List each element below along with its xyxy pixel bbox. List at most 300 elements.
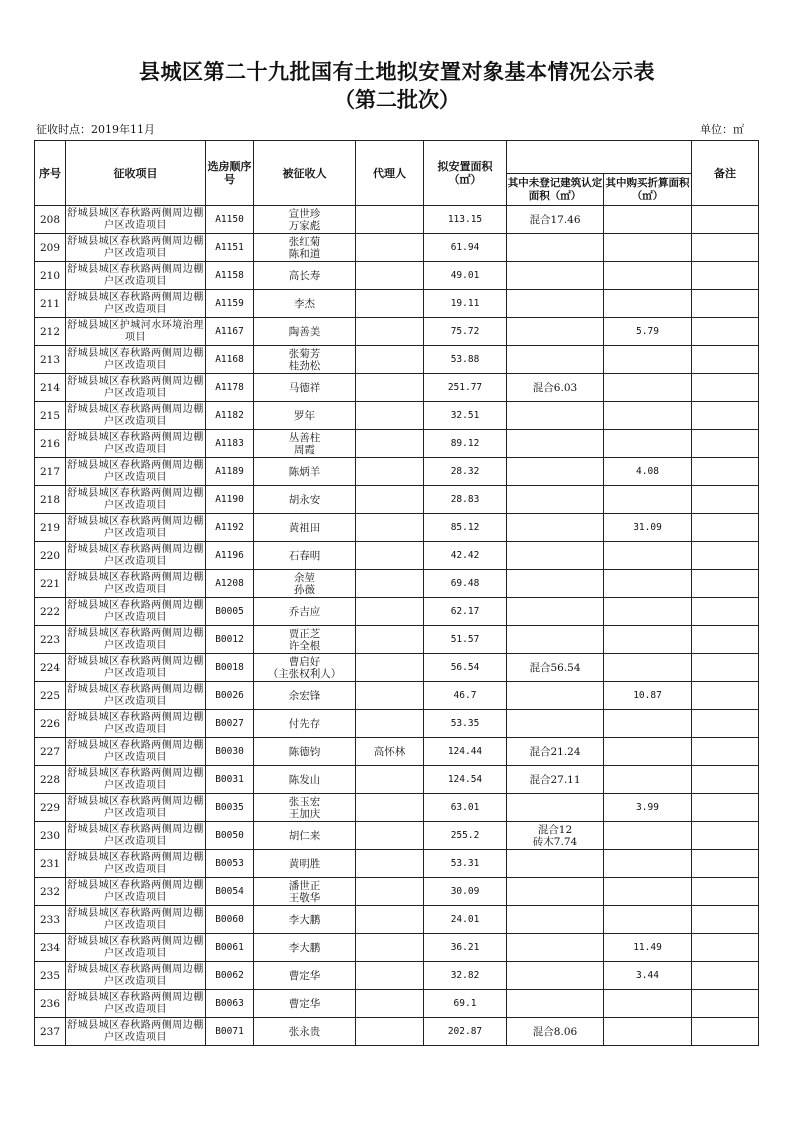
owner-cell: 李大鹏: [254, 934, 356, 962]
area-cell: 49.01: [424, 262, 507, 290]
seq-cell: 227: [35, 738, 66, 766]
area-cell: 51.57: [424, 626, 507, 654]
remark-cell: [692, 402, 759, 430]
unregistered-area-cell: 混合21.24: [507, 738, 604, 766]
area-cell: 75.72: [424, 318, 507, 346]
purchase-area-cell: [604, 598, 692, 626]
owner-cell: 张菊芳 桂劲松: [254, 346, 356, 374]
purchase-area-cell: [604, 822, 692, 850]
project-cell: 舒城县城区春秋路两侧周边棚户区改造项目: [66, 514, 206, 542]
owner-cell: 余宏锋: [254, 682, 356, 710]
unregistered-area-cell: [507, 570, 604, 598]
area-cell: 124.44: [424, 738, 507, 766]
code-cell: B0018: [206, 654, 254, 682]
remark-cell: [692, 318, 759, 346]
table-row: [35, 850, 759, 878]
table-row: [35, 990, 759, 1018]
area-cell: 28.83: [424, 486, 507, 514]
table-row: [35, 906, 759, 934]
seq-cell: 223: [35, 626, 66, 654]
remark-cell: [692, 570, 759, 598]
remark-cell: [692, 962, 759, 990]
header-seq: 序号: [35, 141, 66, 206]
unregistered-area-cell: [507, 794, 604, 822]
owner-cell: 丛善柱 周霞: [254, 430, 356, 458]
seq-cell: 217: [35, 458, 66, 486]
remark-cell: [692, 990, 759, 1018]
project-cell: 舒城县城区春秋路两侧周边棚户区改造项目: [66, 766, 206, 794]
area-cell: 19.11: [424, 290, 507, 318]
agent-cell: [356, 990, 424, 1018]
seq-cell: 219: [35, 514, 66, 542]
seq-cell: 216: [35, 430, 66, 458]
remark-cell: [692, 206, 759, 234]
purchase-area-cell: [604, 1018, 692, 1046]
purchase-area-cell: [604, 402, 692, 430]
area-cell: 53.35: [424, 710, 507, 738]
table-row: [35, 402, 759, 430]
agent-cell: [356, 598, 424, 626]
code-cell: A1167: [206, 318, 254, 346]
table-row: [35, 794, 759, 822]
unregistered-area-cell: 混合17.46: [507, 206, 604, 234]
purchase-area-cell: [604, 374, 692, 402]
area-cell: 32.82: [424, 962, 507, 990]
table-row: [35, 318, 759, 346]
agent-cell: [356, 710, 424, 738]
header-purchase-area: 其中购买折算面积（㎡）: [604, 174, 692, 206]
remark-cell: [692, 262, 759, 290]
seq-cell: 229: [35, 794, 66, 822]
project-cell: 舒城县城区春秋路两侧周边棚户区改造项目: [66, 654, 206, 682]
remark-cell: [692, 794, 759, 822]
project-cell: 舒城县城区春秋路两侧周边棚户区改造项目: [66, 234, 206, 262]
owner-cell: 黄祖田: [254, 514, 356, 542]
owner-cell: 陈炳羊: [254, 458, 356, 486]
owner-cell: 曹定华: [254, 990, 356, 1018]
purchase-area-cell: [604, 290, 692, 318]
owner-cell: 石春明: [254, 542, 356, 570]
agent-cell: [356, 1018, 424, 1046]
project-cell: 舒城县城区春秋路两侧周边棚户区改造项目: [66, 822, 206, 850]
project-cell: 舒城县城区春秋路两侧周边棚户区改造项目: [66, 990, 206, 1018]
purchase-area-cell: [604, 850, 692, 878]
purchase-area-cell: 4.08: [604, 458, 692, 486]
project-cell: 舒城县城区春秋路两侧周边棚户区改造项目: [66, 290, 206, 318]
seq-cell: 232: [35, 878, 66, 906]
seq-cell: 230: [35, 822, 66, 850]
agent-cell: [356, 766, 424, 794]
owner-cell: 高长寿: [254, 262, 356, 290]
seq-cell: 235: [35, 962, 66, 990]
purchase-area-cell: 31.09: [604, 514, 692, 542]
code-cell: B0054: [206, 878, 254, 906]
purchase-area-cell: [604, 346, 692, 374]
unregistered-area-cell: [507, 430, 604, 458]
owner-cell: 曹定华: [254, 962, 356, 990]
owner-cell: 陈德钧: [254, 738, 356, 766]
unregistered-area-cell: [507, 234, 604, 262]
seq-cell: 225: [35, 682, 66, 710]
purchase-area-cell: [604, 430, 692, 458]
remark-cell: [692, 1018, 759, 1046]
remark-cell: [692, 710, 759, 738]
table-row: [35, 458, 759, 486]
unregistered-area-cell: [507, 346, 604, 374]
unregistered-area-cell: [507, 934, 604, 962]
header-remark: 备注: [692, 141, 759, 206]
unregistered-area-cell: 混合12 砖木7.74: [507, 822, 604, 850]
unregistered-area-cell: [507, 290, 604, 318]
unregistered-area-cell: 混合27.11: [507, 766, 604, 794]
area-cell: 32.51: [424, 402, 507, 430]
remark-cell: [692, 934, 759, 962]
purchase-area-cell: [604, 206, 692, 234]
owner-cell: 胡永安: [254, 486, 356, 514]
purchase-area-cell: [604, 262, 692, 290]
project-cell: 舒城县城区春秋路两侧周边棚户区改造项目: [66, 374, 206, 402]
header-code: 选房顺序号: [206, 141, 254, 206]
seq-cell: 231: [35, 850, 66, 878]
purchase-area-cell: 11.49: [604, 934, 692, 962]
project-cell: 舒城县城区春秋路两侧周边棚户区改造项目: [66, 738, 206, 766]
agent-cell: [356, 262, 424, 290]
unregistered-area-cell: 混合6.03: [507, 374, 604, 402]
owner-cell: 宣世珍 万家彪: [254, 206, 356, 234]
table-row: [35, 542, 759, 570]
table-row: [35, 822, 759, 850]
purchase-area-cell: [604, 486, 692, 514]
code-cell: B0031: [206, 766, 254, 794]
code-cell: A1183: [206, 430, 254, 458]
unregistered-area-cell: [507, 458, 604, 486]
area-cell: 30.09: [424, 878, 507, 906]
table-row: [35, 710, 759, 738]
table-row: [35, 682, 759, 710]
remark-cell: [692, 290, 759, 318]
seq-cell: 208: [35, 206, 66, 234]
code-cell: A1189: [206, 458, 254, 486]
area-cell: 36.21: [424, 934, 507, 962]
code-cell: B0012: [206, 626, 254, 654]
owner-cell: 贾正芝 许全根: [254, 626, 356, 654]
purchase-area-cell: [604, 710, 692, 738]
agent-cell: [356, 934, 424, 962]
agent-cell: [356, 626, 424, 654]
project-cell: 舒城县城区春秋路两侧周边棚户区改造项目: [66, 262, 206, 290]
unregistered-area-cell: [507, 318, 604, 346]
purchase-area-cell: [604, 738, 692, 766]
code-cell: A1196: [206, 542, 254, 570]
table-row: [35, 514, 759, 542]
unregistered-area-cell: [507, 962, 604, 990]
area-cell: 53.88: [424, 346, 507, 374]
table-row: [35, 234, 759, 262]
agent-cell: [356, 962, 424, 990]
remark-cell: [692, 878, 759, 906]
remark-cell: [692, 626, 759, 654]
project-cell: 舒城县城区春秋路两侧周边棚户区改造项目: [66, 206, 206, 234]
purchase-area-cell: [604, 234, 692, 262]
seq-cell: 215: [35, 402, 66, 430]
purchase-area-cell: [604, 542, 692, 570]
table-row: [35, 878, 759, 906]
project-cell: 舒城县城区护城河水环境治理项目: [66, 318, 206, 346]
area-cell: 69.48: [424, 570, 507, 598]
remark-cell: [692, 374, 759, 402]
code-cell: B0062: [206, 962, 254, 990]
seq-cell: 211: [35, 290, 66, 318]
project-cell: 舒城县城区春秋路两侧周边棚户区改造项目: [66, 430, 206, 458]
resettlement-table: [34, 140, 759, 1046]
table-row: [35, 934, 759, 962]
code-cell: A1208: [206, 570, 254, 598]
project-cell: 舒城县城区春秋路两侧周边棚户区改造项目: [66, 542, 206, 570]
code-cell: B0053: [206, 850, 254, 878]
remark-cell: [692, 458, 759, 486]
remark-cell: [692, 738, 759, 766]
project-cell: 舒城县城区春秋路两侧周边棚户区改造项目: [66, 486, 206, 514]
code-cell: B0026: [206, 682, 254, 710]
unregistered-area-cell: [507, 542, 604, 570]
code-cell: B0063: [206, 990, 254, 1018]
unregistered-area-cell: [507, 402, 604, 430]
area-cell: 28.32: [424, 458, 507, 486]
agent-cell: [356, 318, 424, 346]
area-cell: 85.12: [424, 514, 507, 542]
owner-cell: 张玉宏 王加庆: [254, 794, 356, 822]
table-row: [35, 262, 759, 290]
table-row: [35, 626, 759, 654]
code-cell: A1192: [206, 514, 254, 542]
owner-cell: 陶善美: [254, 318, 356, 346]
owner-cell: 李大鹏: [254, 906, 356, 934]
remark-cell: [692, 850, 759, 878]
agent-cell: [356, 542, 424, 570]
table-row: [35, 430, 759, 458]
agent-cell: [356, 570, 424, 598]
area-cell: 113.15: [424, 206, 507, 234]
owner-cell: 余堃 孙薇: [254, 570, 356, 598]
area-cell: 63.01: [424, 794, 507, 822]
project-cell: 舒城县城区春秋路两侧周边棚户区改造项目: [66, 934, 206, 962]
agent-cell: [356, 850, 424, 878]
remark-cell: [692, 598, 759, 626]
owner-cell: 李杰: [254, 290, 356, 318]
header-owner: 被征收人: [254, 141, 356, 206]
owner-cell: 潘世正 王敬华: [254, 878, 356, 906]
unregistered-area-cell: [507, 710, 604, 738]
unregistered-area-cell: [507, 906, 604, 934]
purchase-area-cell: [604, 766, 692, 794]
code-cell: A1182: [206, 402, 254, 430]
collection-time-label: 征收时点：2019年11月: [36, 123, 155, 136]
table-row: [35, 374, 759, 402]
agent-cell: [356, 878, 424, 906]
table-row: [35, 654, 759, 682]
area-cell: 53.31: [424, 850, 507, 878]
project-cell: 舒城县城区春秋路两侧周边棚户区改造项目: [66, 906, 206, 934]
seq-cell: 224: [35, 654, 66, 682]
area-cell: 42.42: [424, 542, 507, 570]
header-area-breakdown: [507, 141, 692, 174]
owner-cell: 张红菊 陈和道: [254, 234, 356, 262]
unregistered-area-cell: [507, 626, 604, 654]
table-row: [35, 346, 759, 374]
header-unregistered-area: 其中未登记建筑认定面积（㎡）: [507, 174, 604, 206]
owner-cell: 黄明胜: [254, 850, 356, 878]
seq-cell: 234: [35, 934, 66, 962]
area-cell: 255.2: [424, 822, 507, 850]
area-cell: 56.54: [424, 654, 507, 682]
purchase-area-cell: 10.87: [604, 682, 692, 710]
seq-cell: 213: [35, 346, 66, 374]
agent-cell: [356, 206, 424, 234]
owner-cell: 陈发山: [254, 766, 356, 794]
seq-cell: 222: [35, 598, 66, 626]
seq-cell: 221: [35, 570, 66, 598]
purchase-area-cell: 5.79: [604, 318, 692, 346]
seq-cell: 226: [35, 710, 66, 738]
area-cell: 24.01: [424, 906, 507, 934]
table-row: [35, 766, 759, 794]
code-cell: A1150: [206, 206, 254, 234]
agent-cell: [356, 486, 424, 514]
table-row: [35, 738, 759, 766]
project-cell: 舒城县城区春秋路两侧周边棚户区改造项目: [66, 402, 206, 430]
seq-cell: 233: [35, 906, 66, 934]
owner-cell: 曹启好 （主张权利人）: [254, 654, 356, 682]
code-cell: B0071: [206, 1018, 254, 1046]
seq-cell: 228: [35, 766, 66, 794]
seq-cell: 218: [35, 486, 66, 514]
table-row: [35, 486, 759, 514]
table-row: [35, 962, 759, 990]
agent-cell: [356, 234, 424, 262]
code-cell: B0061: [206, 934, 254, 962]
remark-cell: [692, 906, 759, 934]
table-row: [35, 598, 759, 626]
header-area: 拟安置面积（㎡）: [424, 141, 507, 206]
code-cell: A1151: [206, 234, 254, 262]
unregistered-area-cell: [507, 598, 604, 626]
purchase-area-cell: [604, 878, 692, 906]
area-cell: 69.1: [424, 990, 507, 1018]
code-cell: A1190: [206, 486, 254, 514]
area-cell: 61.94: [424, 234, 507, 262]
owner-cell: 马德祥: [254, 374, 356, 402]
purchase-area-cell: 3.44: [604, 962, 692, 990]
owner-cell: 乔吉应: [254, 598, 356, 626]
purchase-area-cell: [604, 990, 692, 1018]
code-cell: B0005: [206, 598, 254, 626]
code-cell: B0030: [206, 738, 254, 766]
project-cell: 舒城县城区春秋路两侧周边棚户区改造项目: [66, 710, 206, 738]
unregistered-area-cell: [507, 682, 604, 710]
purchase-area-cell: 3.99: [604, 794, 692, 822]
table-row: [35, 570, 759, 598]
seq-cell: 237: [35, 1018, 66, 1046]
code-cell: A1159: [206, 290, 254, 318]
area-cell: 202.87: [424, 1018, 507, 1046]
unit-label: 单位：㎡: [700, 123, 744, 136]
agent-cell: [356, 458, 424, 486]
remark-cell: [692, 346, 759, 374]
agent-cell: [356, 402, 424, 430]
project-cell: 舒城县城区春秋路两侧周边棚户区改造项目: [66, 850, 206, 878]
remark-cell: [692, 766, 759, 794]
seq-cell: 220: [35, 542, 66, 570]
code-cell: A1168: [206, 346, 254, 374]
table-row: [35, 1018, 759, 1046]
seq-cell: 212: [35, 318, 66, 346]
table-row: [35, 290, 759, 318]
agent-cell: [356, 654, 424, 682]
remark-cell: [692, 822, 759, 850]
unregistered-area-cell: [507, 878, 604, 906]
area-cell: 251.77: [424, 374, 507, 402]
unregistered-area-cell: [507, 514, 604, 542]
unregistered-area-cell: [507, 486, 604, 514]
remark-cell: [692, 682, 759, 710]
remark-cell: [692, 542, 759, 570]
area-cell: 124.54: [424, 766, 507, 794]
owner-cell: 张永贵: [254, 1018, 356, 1046]
code-cell: B0035: [206, 794, 254, 822]
agent-cell: [356, 682, 424, 710]
agent-cell: [356, 290, 424, 318]
project-cell: 舒城县城区春秋路两侧周边棚户区改造项目: [66, 878, 206, 906]
unregistered-area-cell: [507, 850, 604, 878]
project-cell: 舒城县城区春秋路两侧周边棚户区改造项目: [66, 598, 206, 626]
area-cell: 62.17: [424, 598, 507, 626]
area-cell: 89.12: [424, 430, 507, 458]
remark-cell: [692, 654, 759, 682]
purchase-area-cell: [604, 626, 692, 654]
remark-cell: [692, 234, 759, 262]
purchase-area-cell: [604, 570, 692, 598]
document-subtitle: （第二批次）: [334, 87, 460, 112]
project-cell: 舒城县城区春秋路两侧周边棚户区改造项目: [66, 458, 206, 486]
project-cell: 舒城县城区春秋路两侧周边棚户区改造项目: [66, 794, 206, 822]
unregistered-area-cell: [507, 990, 604, 1018]
code-cell: B0060: [206, 906, 254, 934]
project-cell: 舒城县城区春秋路两侧周边棚户区改造项目: [66, 1018, 206, 1046]
table-row: [35, 206, 759, 234]
code-cell: B0027: [206, 710, 254, 738]
remark-cell: [692, 514, 759, 542]
code-cell: A1178: [206, 374, 254, 402]
unregistered-area-cell: 混合56.54: [507, 654, 604, 682]
agent-cell: [356, 794, 424, 822]
agent-cell: [356, 346, 424, 374]
agent-cell: 高怀林: [356, 738, 424, 766]
project-cell: 舒城县城区春秋路两侧周边棚户区改造项目: [66, 570, 206, 598]
agent-cell: [356, 374, 424, 402]
purchase-area-cell: [604, 906, 692, 934]
table-body: [35, 206, 759, 1046]
area-cell: 46.7: [424, 682, 507, 710]
agent-cell: [356, 822, 424, 850]
header-project: 征收项目: [66, 141, 206, 206]
purchase-area-cell: [604, 654, 692, 682]
document-title: 县城区第二十九批国有土地拟安置对象基本情况公示表: [139, 59, 655, 84]
seq-cell: 214: [35, 374, 66, 402]
owner-cell: 胡仁来: [254, 822, 356, 850]
remark-cell: [692, 430, 759, 458]
remark-cell: [692, 486, 759, 514]
agent-cell: [356, 514, 424, 542]
